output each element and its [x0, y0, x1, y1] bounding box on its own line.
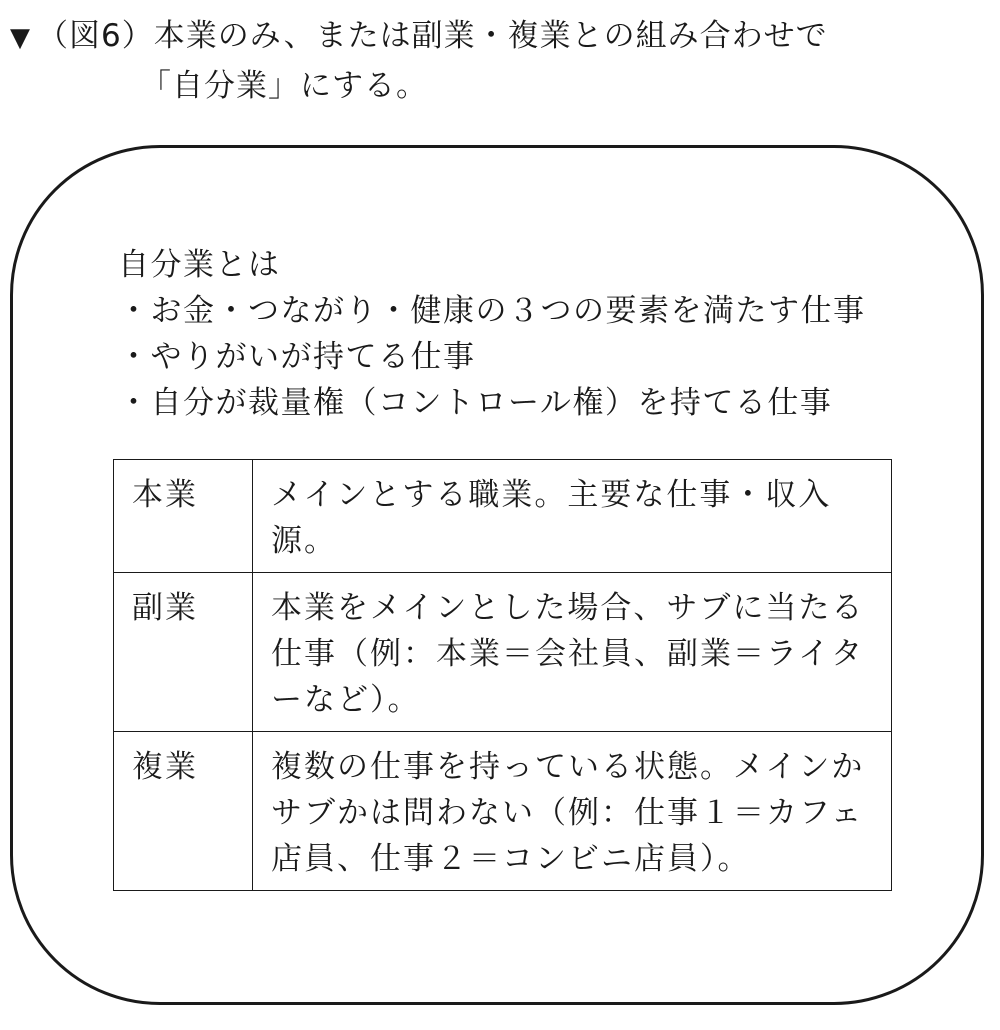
caption-line-1: （図6）本業のみ、または副業・複業との組み合わせで [37, 18, 828, 54]
term-cell: 複業 [114, 732, 253, 891]
table-row [114, 732, 892, 891]
table-row [114, 460, 892, 573]
term-cell: 本業 [114, 460, 253, 573]
triangle-marker-icon: ▼ [10, 23, 31, 53]
description-cell: メインとする職業。主要な仕事・収入源。 [253, 460, 892, 573]
definition-block [118, 242, 866, 426]
definition-item: ・お金・つながり・健康の３つの要素を満たす仕事 [118, 293, 866, 329]
caption-line-2: 「自分業」にする。 [140, 68, 428, 104]
definition-item: ・やりがいが持てる仕事 [118, 339, 476, 375]
figure-caption [10, 12, 828, 110]
terms-table [113, 459, 892, 891]
description-cell: 本業をメインとした場合、サブに当たる仕事（例：本業＝会社員、副業＝ライターなど）。 [253, 573, 892, 732]
definition-heading: 自分業とは [118, 247, 281, 283]
table-row [114, 573, 892, 732]
definition-item: ・自分が裁量権（コントロール権）を持てる仕事 [118, 385, 833, 421]
term-cell: 副業 [114, 573, 253, 732]
description-cell: 複数の仕事を持っている状態。メインかサブかは問わない（例：仕事１＝カフェ店員、仕事２＝コンビニ店員）。 [253, 732, 892, 891]
